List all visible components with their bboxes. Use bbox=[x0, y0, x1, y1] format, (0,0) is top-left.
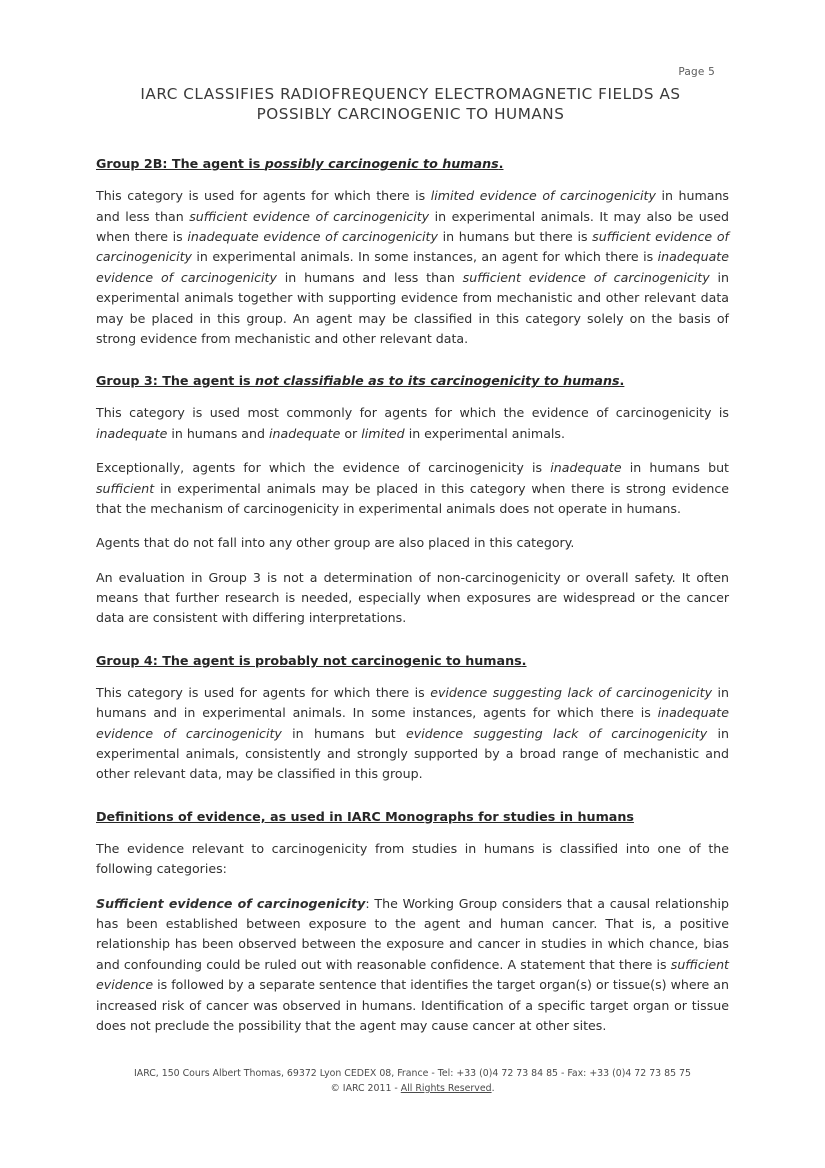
heading-italic: not classifiable as to its carcinogenicity to humans bbox=[255, 373, 620, 389]
footer-copyright bbox=[0, 1082, 825, 1096]
section-heading-group-3 bbox=[96, 371, 729, 390]
footer-copyright-suffix: . bbox=[491, 1082, 495, 1094]
page-title: IARC CLASSIFIES RADIOFREQUENCY ELECTROMAGNETIC FIELDS AS POSSIBLY CARCINOGENIC TO HUMANS bbox=[140, 85, 681, 124]
section-heading-group-4 bbox=[96, 651, 729, 670]
heading-suffix: . bbox=[498, 156, 504, 172]
heading-prefix: Group 3: The agent is bbox=[96, 373, 256, 389]
footer-address: IARC, 150 Cours Albert Thomas, 69372 Lyon CEDEX 08, France - Tel: +33 (0)4 72 73 84 85 - Fax: +33 (0)4 72 73 85 75 bbox=[134, 1067, 691, 1079]
paragraph-group-3-4: An evaluation in Group 3 is not a determination of non-carcinogenicity or overall safety. It often means that further research is needed, especially when exposures are widespread or the cancer data are consistent with differing interpretations. bbox=[96, 569, 729, 626]
definition-term: Sufficient evidence of carcinogenicity bbox=[96, 895, 366, 911]
paragraph-definitions-intro: The evidence relevant to carcinogenicity from studies in humans is classified into one of the following categories: bbox=[96, 840, 729, 877]
heading-suffix: . bbox=[521, 652, 527, 668]
section-heading-definitions bbox=[96, 807, 729, 826]
footer-copyright-prefix: © IARC 2011 - bbox=[330, 1082, 401, 1094]
section-heading-group-2b bbox=[96, 154, 729, 173]
paragraph-group-3-2: Exceptionally, agents for which the evidence of carcinogenicity is inadequate in humans but sufficient in experimental animals may be placed in this category when there is strong evidence that the mechanism of carcinogenicity in experimental animals does not operate in humans. bbox=[96, 460, 729, 516]
heading-prefix: Group 4: The agent is probably not carcinogenic to humans bbox=[96, 652, 522, 668]
heading-suffix: . bbox=[619, 373, 625, 389]
heading-prefix: Definitions of evidence, as used in IARC Monographs for studies in humans bbox=[96, 808, 634, 824]
page-number: Page 5 bbox=[678, 66, 715, 78]
paragraph-group-2b-1: This category is used for agents for which there is limited evidence of carcinogenicity in humans and less than sufficient evidence of carcinogenicity in experimental animals. It may also be used when there is inadequate evidence of carcinogenicity in humans but there is sufficient evidence of carcinogenicity in experimental animals. In some instances, an agent for which there is inadequate evidence of carcinogenicity in humans and less than sufficient evidence of carcinogenicity in experimental animals together with supporting evidence from mechanistic and other relevant data may be placed in this group. An agent may be classified in this category solely on the basis of strong evidence from mechanistic and other relevant data. bbox=[96, 188, 729, 346]
paragraph-group-4-1: This category is used for agents for which there is evidence suggesting lack of carcinogenicity in humans and in experimental animals. In some instances, agents for which there is inadequate evidence of carcinogenicity in humans but evidence suggesting lack of carcinogenicity in experimental animals, consistently and strongly supported by a broad range of mechanistic and other relevant data, may be classified in this group. bbox=[96, 684, 729, 782]
footer-rights-link: All Rights Reserved bbox=[400, 1082, 492, 1094]
paragraph-sufficient-evidence bbox=[96, 894, 729, 1037]
heading-prefix: Group 2B: The agent is bbox=[96, 156, 265, 172]
heading-italic: possibly carcinogenic to humans bbox=[264, 156, 499, 172]
page-footer bbox=[0, 1067, 825, 1096]
paragraph-group-3-1: This category is used most commonly for agents for which the evidence of carcinogenicity is inadequate in humans and inadequate or limited in experimental animals. bbox=[96, 405, 729, 441]
document-body bbox=[96, 154, 729, 1036]
definition-body: : The Working Group considers that a causal relationship has been established between exposure to the agent and human cancer. That is, a positive relationship has been observed between the exposure and cancer in studies in which chance, bias and confounding could be ruled out with reasonable confidence. A statement that there is sufficient evidence is followed by a separate sentence that identifies the target organ(s) or tissue(s) where an increased risk of cancer was observed in humans. Identification of a specific target organ or tissue does not preclude the possibility that the agent may cause cancer at other sites. bbox=[96, 895, 729, 1034]
paragraph-group-3-3: Agents that do not fall into any other group are also placed in this category. bbox=[96, 535, 575, 551]
